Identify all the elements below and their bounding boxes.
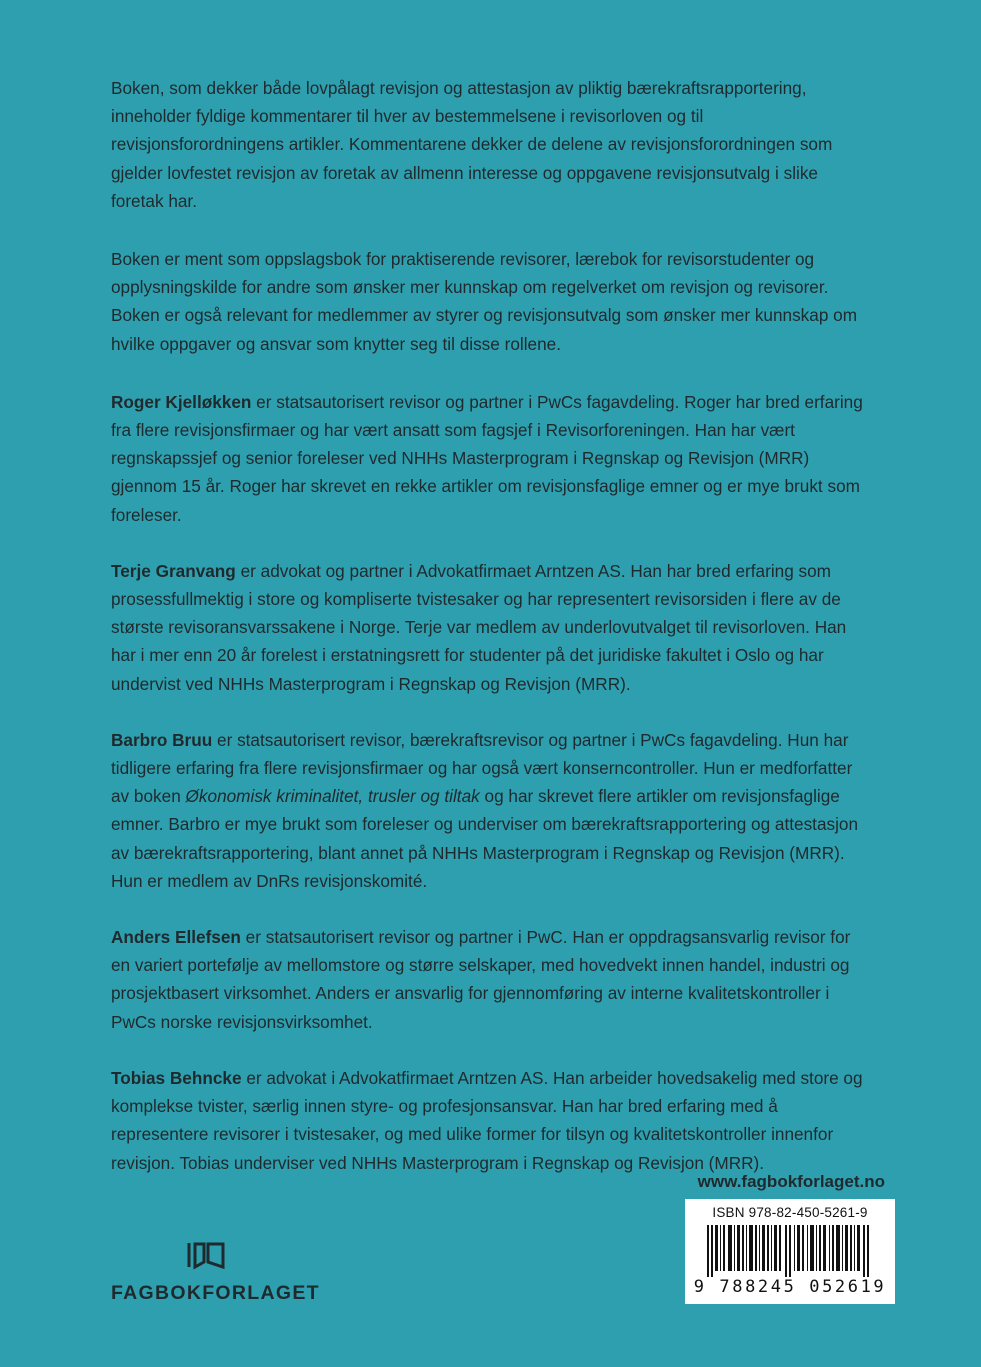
author-bio-text: er statsautorisert revisor, bærekraftsrevisor og partner i PwCs fagavdeling. Hun har tidligere erfaring fra flere revisjonsfirmaer og har også vært konserncontroller. Hun er medforfatter av boken bbox=[111, 729, 853, 807]
book-title: Økonomisk kriminalitet, trusler og tiltak bbox=[185, 786, 480, 807]
isbn-label: ISBN 978-82-450-5261-9 bbox=[712, 1205, 868, 1220]
author-bio-kjellokken bbox=[111, 388, 873, 529]
intro-paragraph-1: Boken, som dekker både lovpålagt revisjon og attestasjon av pliktig bærekraftsrapportering, inneholder fyldige kommentarer til hver av bestemmelsene i revisorloven og til revisjonsforordningens artikler. Kommentarene dekker de delene av revisjonsforordningen som gjelder lovfestet revisjon av foretak av allmenn interesse og oppgavene revisjonsutvalg i slike foretak har. bbox=[111, 78, 833, 211]
author-bio-text: er statsautorisert revisor og partner i PwCs fagavdeling. Roger har bred erfaring fra flere revisjonsfirmaer og har vært ansatt som fagsjef i Revisorforeningen. Han har vært regnskapssjef og senior foreleser ved NHHs Masterprogram i Regnskap og Revisjon (MRR) gjennom 15 år. Roger har skrevet en rekke artikler om revisjonsfaglige emner og er mye brukt som foreleser. bbox=[111, 391, 863, 525]
publisher-logo bbox=[111, 1240, 320, 1310]
isbn-barcode bbox=[685, 1199, 895, 1304]
author-name: Roger Kjelløkken bbox=[111, 391, 252, 412]
author-name: Terje Granvang bbox=[111, 560, 236, 581]
author-name: Barbro Bruu bbox=[111, 729, 213, 750]
author-bio-behncke bbox=[111, 1064, 873, 1177]
author-name: Anders Ellefsen bbox=[111, 927, 241, 948]
author-bio-text: er statsautorisert revisor og partner i PwC. Han er oppdragsansvarlig revisor for en variert portefølje av mellomstore og større selskaper, med hovedvekt innen handel, industri og prosjektbasert virksomhet. Anders er ansvarlig for gjennomføring av interne kvalitetskontroller i PwCs norske revisjonsvirksomhet. bbox=[111, 927, 851, 1032]
book-logo-icon bbox=[185, 1240, 227, 1270]
author-bio-text: er advokat og partner i Advokatfirmaet Arntzen AS. Han har bred erfaring som prosessfullmektig i store og kompliserte tvistesaker og har representert revisorsiden i flere av de største revisoransvarssakene i Norge. Terje var medlem av underlovutvalget til revisorloven. Han har i mer enn 20 år forelest i erstatningsrett for studenter på det juridiske fakultet i Oslo og har undervist ved NHHs Masterprogram i Regnskap og Revisjon (MRR). bbox=[111, 560, 847, 694]
publisher-name: FAGBOKFORLAGET bbox=[111, 1282, 320, 1304]
intro-paragraph-2: Boken er ment som oppslagsbok for praktiserende revisorer, lærebok for revisorstudenter og opplysningskilde for andre som ønsker mer kunnskap om regelverket om revisjon og revisorer. Boken er også relevant for medlemmer av styrer og revisjonsutvalg som ønsker mer kunnskap om hvilke oppgaver og ansvar som knytter seg til disse rollene. bbox=[111, 249, 858, 354]
author-bio-granvang bbox=[111, 557, 873, 698]
publisher-website[interactable]: www.fagbokforlaget.no bbox=[697, 1172, 885, 1191]
author-bio-bruu bbox=[111, 726, 873, 895]
author-bio-text: og har skrevet flere artikler om revisjonsfaglige emner. Barbro er mye brukt som foreleser og underviser om bærekraftsrapportering og attestasjon av bærekraftsrapportering, blant annet på NHHs Masterprogram i Regnskap og Revisjon (MRR). Hun er medlem av DnRs revisjonskomité. bbox=[111, 786, 859, 891]
author-bio-text: er advokat i Advokatfirmaet Arntzen AS. Han arbeider hovedsakelig med store og komplekse tvister, særlig innen styre- og profesjonsansvar. Han har bred erfaring med å representere revisorer i tvistesaker, og med ulike former for tilsyn og kvalitetskontroller innenfor revisjon. Tobias underviser ved NHHs Masterprogram i Regnskap og Revisjon (MRR). bbox=[111, 1067, 863, 1173]
barcode-digits: 9 788245 052619 bbox=[693, 1277, 887, 1297]
author-bio-ellefsen bbox=[111, 923, 873, 1036]
barcode-icon bbox=[701, 1225, 879, 1277]
author-name: Tobias Behncke bbox=[111, 1067, 242, 1088]
text-column bbox=[111, 74, 873, 1205]
